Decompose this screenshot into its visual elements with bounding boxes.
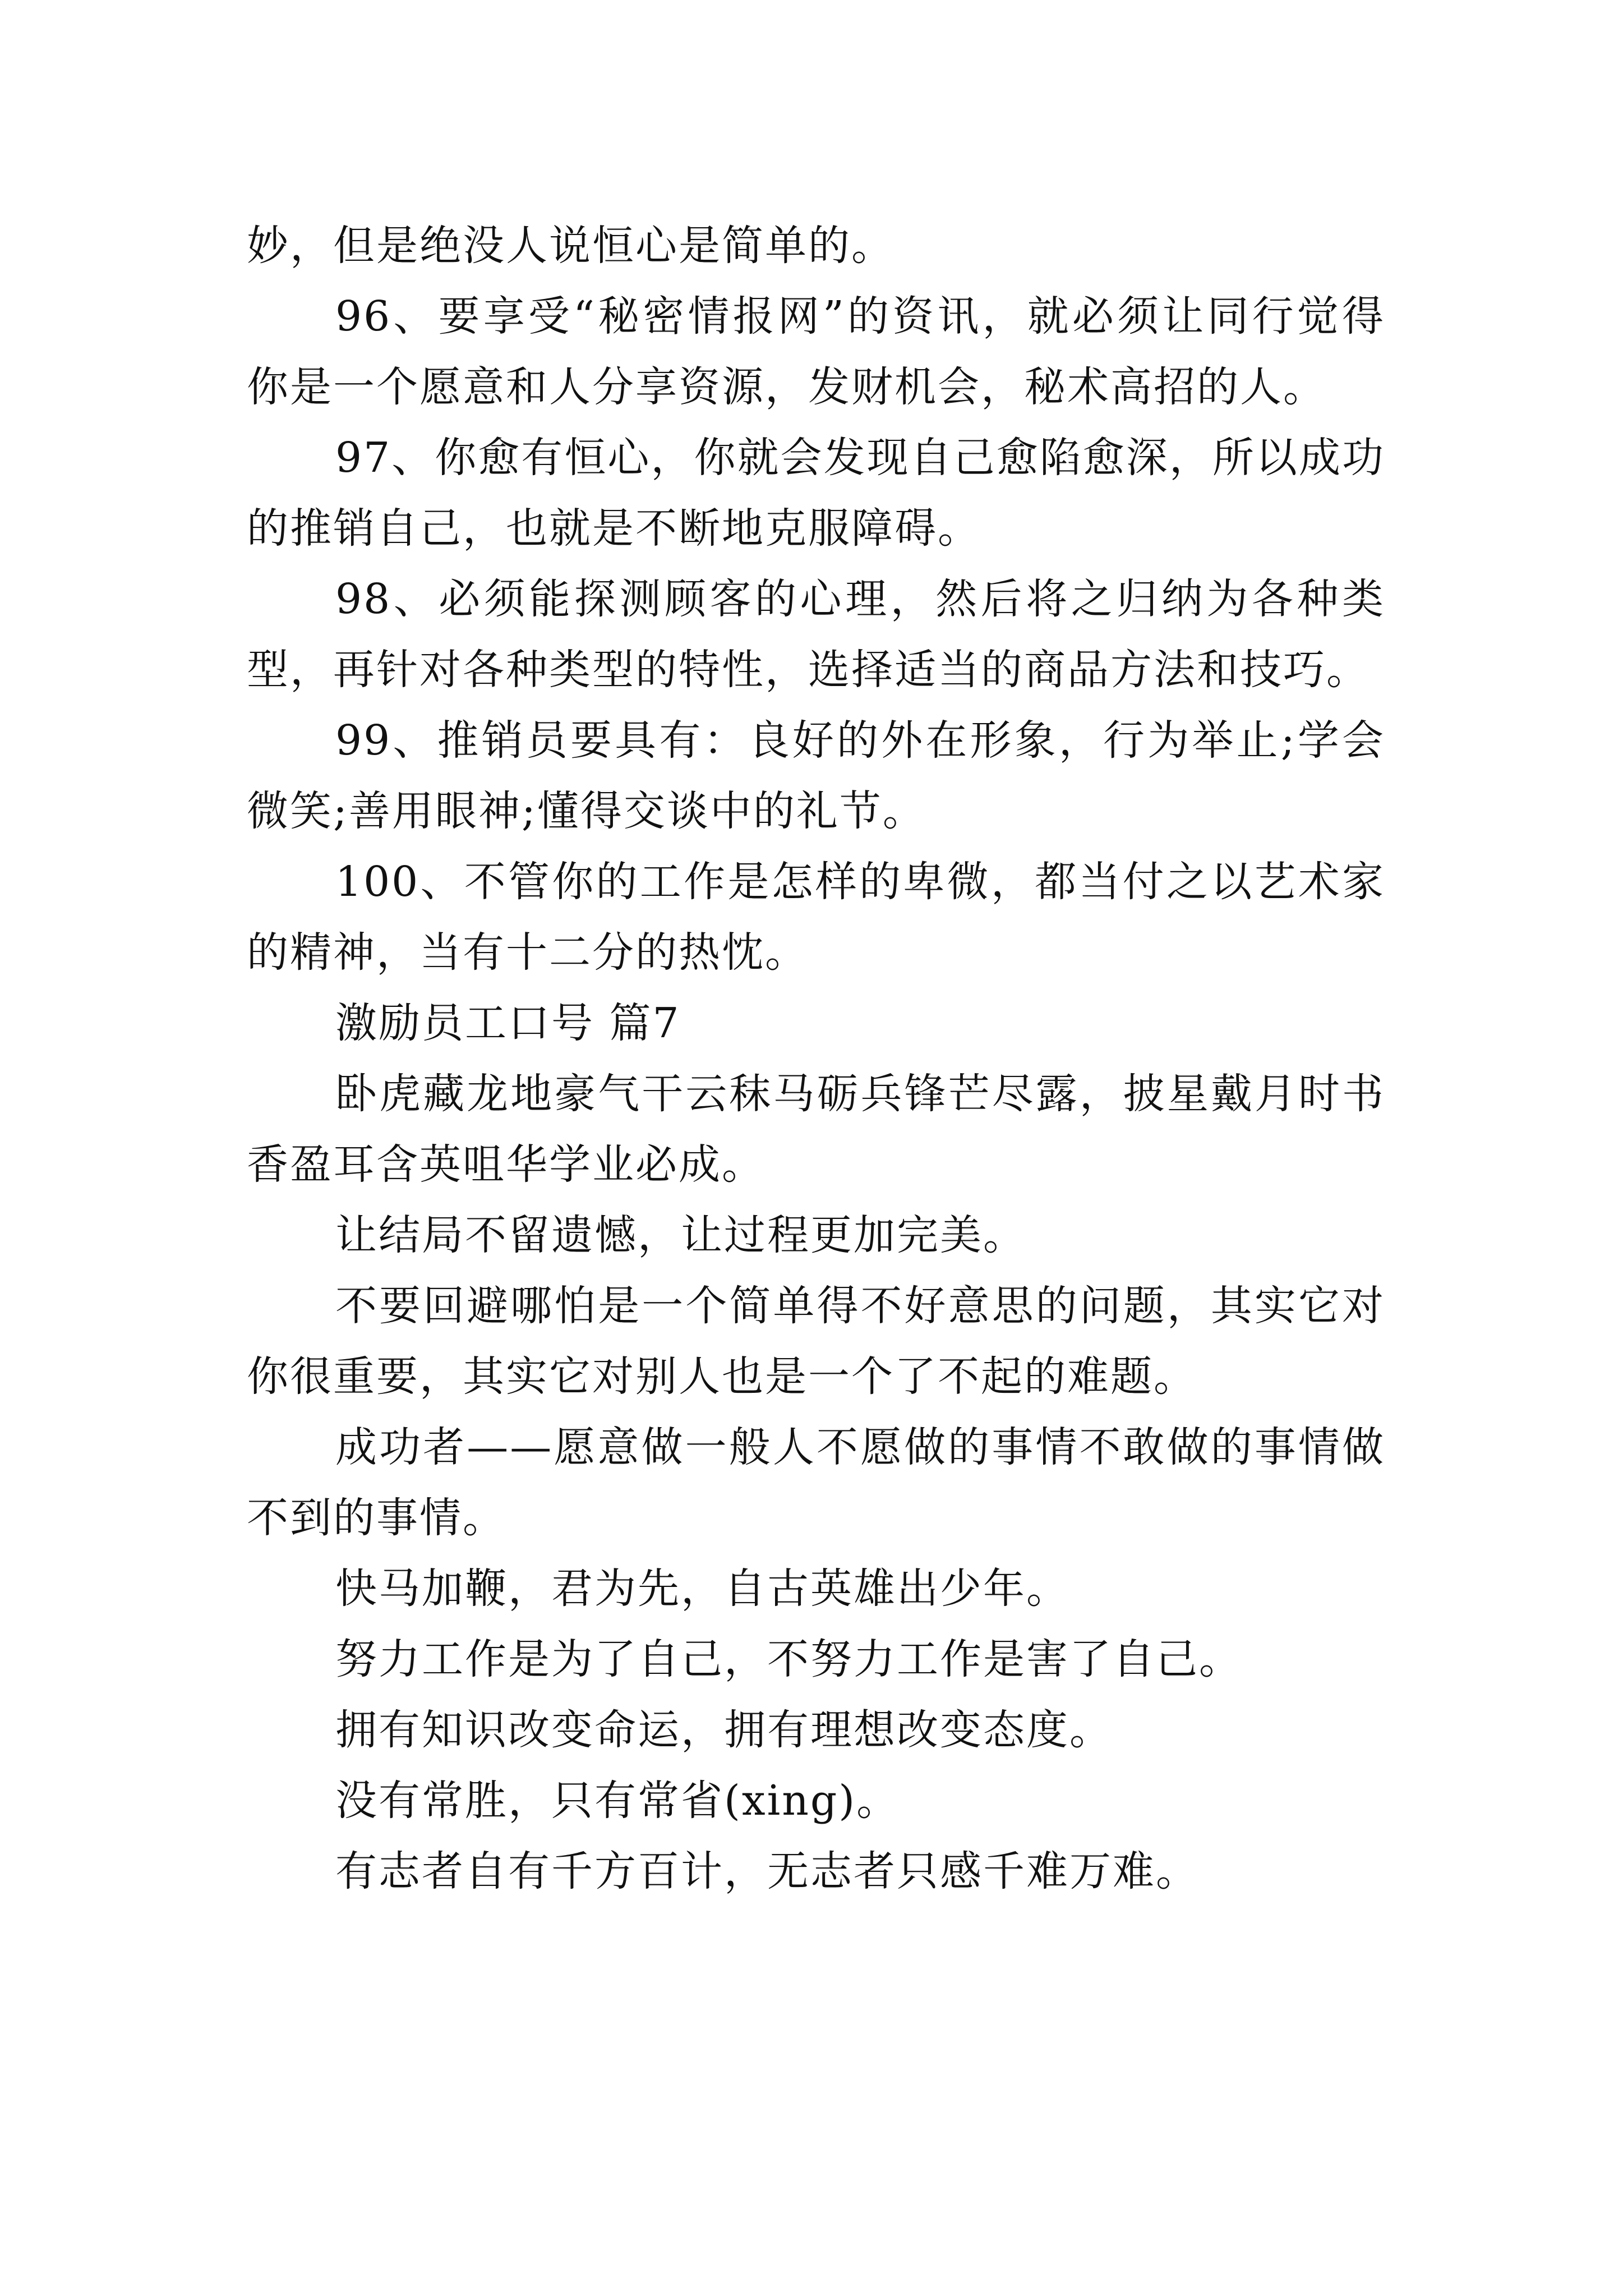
paragraph-3: 97、你愈有恒心，你就会发现自己愈陷愈深，所以成功的推销自己，也就是不断地克服障碍。 [247,434,1385,553]
paragraph-10: 不要回避哪怕是一个简单得不好意思的问题，其实它对你很重要，其实它对别人也是一个了不起的难题。 [247,1282,1385,1401]
paragraph-5: 99、推销员要具有：良好的外在形象，行为举止;学会微笑;善用眼神;懂得交谈中的礼节。 [247,716,1385,835]
paragraph-11: 成功者——愿意做一般人不愿做的事情不敢做的事情做不到的事情。 [247,1423,1385,1542]
paragraph-8: 卧虎藏龙地豪气干云秣马砺兵锋芒尽露，披星戴月时书香盈耳含英咀华学业必成。 [247,1070,1385,1189]
section-heading: 激励员工口号 篇7 [335,999,681,1047]
paragraph-9: 让结局不留遗憾，让过程更加完美。 [335,1211,1026,1259]
paragraph-15: 没有常胜，只有常省(xing)。 [335,1777,900,1825]
paragraph-1: 妙，但是绝没人说恒心是简单的。 [247,222,895,270]
paragraph-14: 拥有知识改变命运，拥有理想改变态度。 [335,1706,1113,1754]
paragraph-4: 98、必须能探测顾客的心理，然后将之归纳为各种类型，再针对各种类型的特性，选择适当的商品方法和技巧。 [247,575,1385,694]
paragraph-12: 快马加鞭，君为先，自古英雄出少年。 [335,1565,1069,1613]
paragraph-13: 努力工作是为了自己，不努力工作是害了自己。 [335,1635,1242,1683]
paragraph-2: 96、要享受“秘密情报网”的资讯，就必须让同行觉得你是一个愿意和人分享资源，发财机会，秘术高招的人。 [247,292,1385,411]
paragraph-6: 100、不管你的工作是怎样的卑微，都当付之以艺术家的精神，当有十二分的热忱。 [247,858,1385,977]
document-body [247,210,1385,1907]
paragraph-16: 有志者自有千方百计，无志者只感千难万难。 [335,1847,1199,1895]
